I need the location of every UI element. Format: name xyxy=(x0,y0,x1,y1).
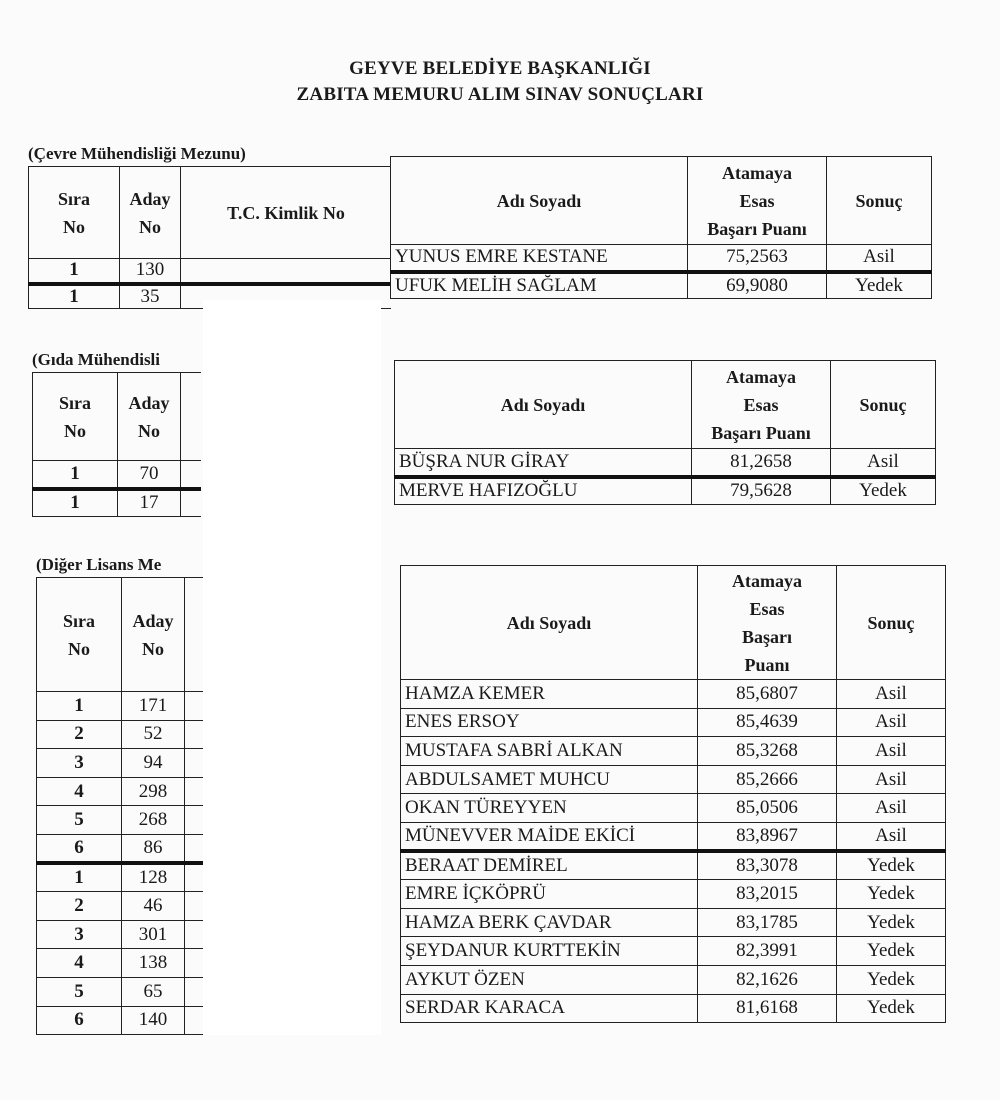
table-row: 4 298 xyxy=(37,777,206,806)
table-row: OKAN TÜREYYEN 85,0506 Asil xyxy=(401,794,946,823)
table-row: 3 94 xyxy=(37,749,206,778)
table-row: AYKUT ÖZEN 82,1626 Yedek xyxy=(401,965,946,994)
table-left-cevre xyxy=(28,166,391,309)
table-row: BERAAT DEMİREL 83,3078 Yedek xyxy=(401,851,946,880)
table-row: EMRE İÇKÖPRÜ 83,2015 Yedek xyxy=(401,880,946,909)
table-row: BÜŞRA NUR GİRAY 81,2658 Asil xyxy=(395,449,936,477)
col-header-sira: Sıra No xyxy=(37,578,122,692)
redacted-tc-kimlik-area xyxy=(203,300,381,1035)
table-row: UFUK MELİH SAĞLAM 69,9080 Yedek xyxy=(391,272,932,299)
table-row: HAMZA KEMER 85,6807 Asil xyxy=(401,680,946,709)
table-right-cevre xyxy=(390,156,932,299)
table-row: 2 46 xyxy=(37,892,206,921)
table-row: 5 268 xyxy=(37,806,206,835)
table-row: 1 35 xyxy=(29,284,392,309)
col-header-aday: Aday No xyxy=(120,167,181,259)
table-row: 1 171 xyxy=(37,692,206,721)
table-row: 1 17 xyxy=(33,489,202,517)
table-row: 1 130 xyxy=(29,259,392,284)
table-row: HAMZA BERK ÇAVDAR 83,1785 Yedek xyxy=(401,908,946,937)
table-row: MERVE HAFIZOĞLU 79,5628 Yedek xyxy=(395,477,936,505)
table-left-gida xyxy=(32,372,201,517)
table-row: 6 86 xyxy=(37,834,206,863)
col-header-sira: Sıra No xyxy=(33,373,118,461)
table-row: 2 52 xyxy=(37,720,206,749)
table-row: ABDULSAMET MUHCU 85,2666 Asil xyxy=(401,765,946,794)
col-header-score: Atamaya Esas Başarı Puanı xyxy=(692,361,831,449)
col-header-result: Sonuç xyxy=(831,361,936,449)
table-row: YUNUS EMRE KESTANE 75,2563 Asil xyxy=(391,245,932,272)
col-header-tc: T.C. Kimlik No xyxy=(181,167,392,259)
table-row: 1 70 xyxy=(33,461,202,489)
table-right-gida xyxy=(394,360,936,505)
document-subtitle: ZABITA MEMURU ALIM SINAV SONUÇLARI xyxy=(296,84,704,105)
col-header-aday: Aday No xyxy=(122,578,185,692)
table-row: MUSTAFA SABRİ ALKAN 85,3268 Asil xyxy=(401,737,946,766)
col-header-aday: Aday No xyxy=(118,373,181,461)
section-label-cevre: (Çevre Mühendisliği Mezunu) xyxy=(28,144,246,163)
table-row: MÜNEVVER MAİDE EKİCİ 83,8967 Asil xyxy=(401,822,946,851)
table-row: ŞEYDANUR KURTTEKİN 82,3991 Yedek xyxy=(401,937,946,966)
table-right-diger-lisans xyxy=(400,565,946,1023)
document-title: GEYVE BELEDİYE BAŞKANLIĞI xyxy=(349,58,651,79)
col-header-name: Adı Soyadı xyxy=(391,157,688,245)
table-row: 5 65 xyxy=(37,977,206,1006)
col-header-result: Sonuç xyxy=(827,157,932,245)
col-header-sira: Sıra No xyxy=(29,167,120,259)
table-left-diger-lisans xyxy=(36,577,205,1035)
col-header-name: Adı Soyadı xyxy=(395,361,692,449)
table-row: ENES ERSOY 85,4639 Asil xyxy=(401,708,946,737)
section-label-gida: (Gıda Mühendisli xyxy=(32,350,161,369)
col-header-score: Atamaya Esas Başarı Puanı xyxy=(698,566,837,680)
section-label-diger-lisans: (Diğer Lisans Me xyxy=(36,555,162,574)
table-row: SERDAR KARACA 81,6168 Yedek xyxy=(401,994,946,1023)
table-row: 6 140 xyxy=(37,1006,206,1035)
col-header-name: Adı Soyadı xyxy=(401,566,698,680)
table-row: 1 128 xyxy=(37,863,206,892)
col-header-score: Atamaya Esas Başarı Puanı xyxy=(688,157,827,245)
table-row: 4 138 xyxy=(37,949,206,978)
col-header-result: Sonuç xyxy=(837,566,946,680)
table-row: 3 301 xyxy=(37,920,206,949)
